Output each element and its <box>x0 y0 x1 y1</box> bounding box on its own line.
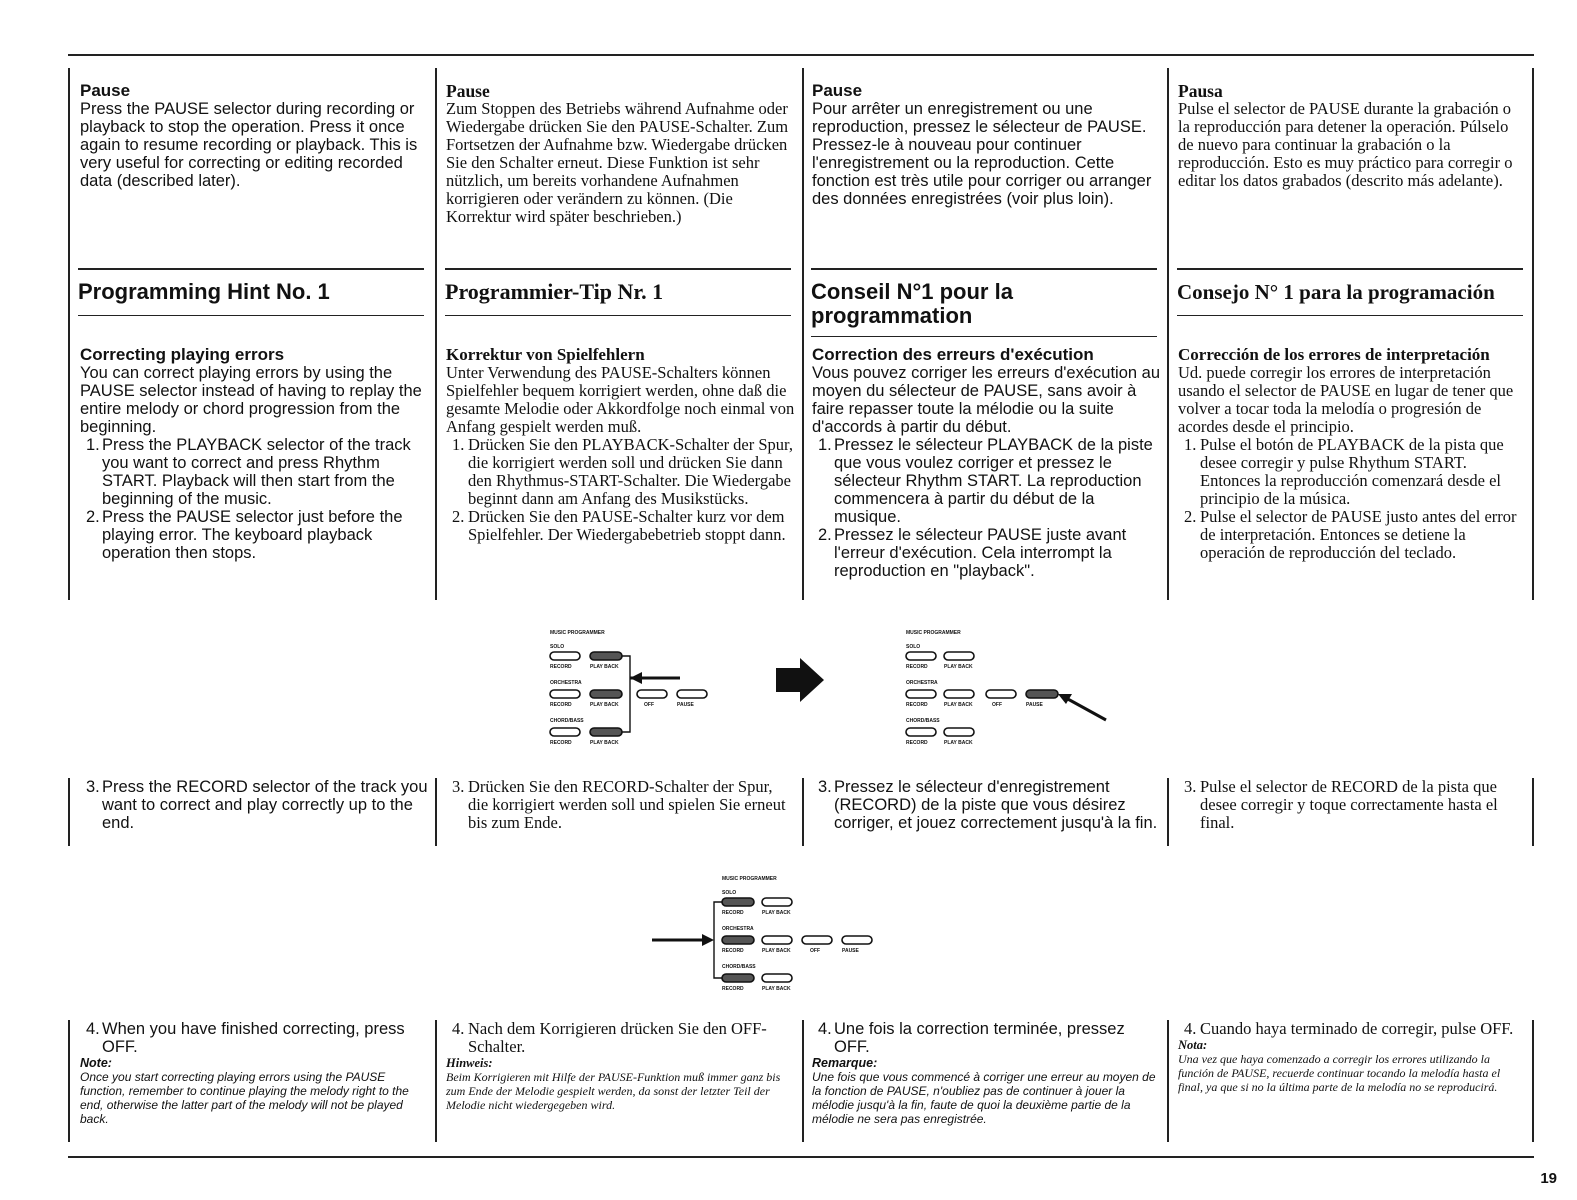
svg-text:OFF: OFF <box>644 702 654 708</box>
svg-text:RECORD: RECORD <box>550 702 572 708</box>
step-2: 2. Pressez le sélecteur PAUSE juste avant l'erreur d'exécution. Cela interrompt la reproduction en "playback". <box>818 526 1127 580</box>
spanish-step3 <box>1178 778 1526 832</box>
col-divider <box>1532 778 1534 846</box>
step-1: 1. Press the PLAYBACK selector of the track you want to correct and press Rhythm START. Playback will then start from the beginning of the music. <box>86 436 411 508</box>
bottom-rule <box>68 1156 1534 1158</box>
pause-heading: Pausa <box>1178 81 1223 101</box>
svg-text:PAUSE: PAUSE <box>677 702 694 708</box>
svg-text:MUSIC PROGRAMMER: MUSIC PROGRAMMER <box>722 876 777 882</box>
step-1: 1. Pressez le sélecteur PLAYBACK de la piste que vous voulez corriger et pressez le sélecteur Rhythm START. La reproduction commencera à partir du début de la musique. <box>818 436 1153 526</box>
pause-text: Zum Stoppen des Betriebs während Aufnahme oder Wiedergabe drücken Sie den PAUSE-Schalter. Zum Fortsetzen der Aufnahme bzw. Wiedergabe drücken Sie den Schalter erneut. Diese Funktion ist sehr nützlich, um bereits vorhandene Aufnahmen korrigieren oder verändern zu können. (Die Korrektur wird später beschrieben.) <box>446 99 789 226</box>
step-4: 4. Nach dem Korrigieren drücken Sie den OFF-Schalter. <box>452 1019 767 1056</box>
svg-text:ORCHESTRA: ORCHESTRA <box>906 680 938 686</box>
svg-text:ORCHESTRA: ORCHESTRA <box>550 680 582 686</box>
correcting-heading: Correction des erreurs d'exécution <box>812 345 1094 364</box>
col-divider <box>802 778 804 846</box>
col-divider <box>802 1020 804 1142</box>
step-3: 3. Pulse el selector de RECORD de la pista que desee corregir y toque correctamente hasta el final. <box>1184 777 1498 832</box>
note-text: Une fois que vous commencé à corriger une erreur au moyen de la fonction de PAUSE, n'oubliez pas de continuer à jouer la mélodie jusqu'à la fin, faute de quoi la deuxième partie de la mélodie ne sera pas enregistrée. <box>812 1070 1156 1126</box>
german-correcting <box>446 346 796 544</box>
col-divider <box>435 1020 437 1142</box>
pause-text: Press the PAUSE selector during recording or playback to stop the operation. Press it once again to resume recording or playback. This is very useful for correcting or editing recorded data (described later). <box>80 100 418 190</box>
svg-text:PLAY BACK: PLAY BACK <box>944 702 973 708</box>
note-heading: Hinweis: <box>446 1056 493 1070</box>
correcting-heading: Korrektur von Spielfehlern <box>446 345 645 364</box>
hint-title: Conseil N°1 pour la programmation <box>811 279 1013 328</box>
svg-text:RECORD: RECORD <box>722 910 744 916</box>
svg-text:PLAY BACK: PLAY BACK <box>590 664 619 670</box>
spanish-correcting <box>1178 346 1528 562</box>
col-divider <box>1532 68 1534 600</box>
german-step4 <box>446 1020 796 1112</box>
correcting-intro: You can correct playing errors by using the PAUSE selector instead of having to replay the entire melody or chord progression from the beginning. <box>80 364 422 436</box>
note-heading: Nota: <box>1178 1038 1208 1052</box>
svg-text:RECORD: RECORD <box>906 702 928 708</box>
step-3: 3. Press the RECORD selector of the track you want to correct and play correctly up to the end. <box>86 778 428 832</box>
col-divider <box>1167 1020 1169 1142</box>
svg-text:SOLO: SOLO <box>906 644 921 650</box>
pause-heading: Pause <box>80 81 131 100</box>
svg-text:CHORD/BASS: CHORD/BASS <box>722 964 756 970</box>
french-column <box>812 82 1160 208</box>
hint-title: Programming Hint No. 1 <box>78 279 330 304</box>
correcting-intro: Unter Verwendung des PAUSE-Schalters können Spielfehler bequem korrigiert werden, ohne daß die gesamte Melodie oder Akkordfolge noch einmal von Anfang gespielt werden muß. <box>446 363 795 436</box>
svg-text:RECORD: RECORD <box>906 664 928 670</box>
spanish-hint-box <box>1177 268 1523 316</box>
svg-text:RECORD: RECORD <box>722 986 744 992</box>
pause-text: Pour arrêter un enregistrement ou une reproduction, pressez le sélecteur de PAUSE. Pressez-le à nouveau pour continuer l'enregistrement ou la reproduction. Cette fonction est très utile pour corriger ou arranger des données enregistrées (voir plus loin). <box>812 100 1152 208</box>
correcting-intro: Ud. puede corregir los errores de interpretación usando el selector de PAUSE en lugar de tener que volver a tocar toda la melodía o progresión de acordes desde el principio. <box>1178 363 1514 436</box>
step-4: 4. When you have finished correcting, press OFF. <box>86 1020 405 1056</box>
hint-title: Consejo N° 1 para la programación <box>1177 280 1495 304</box>
correcting-intro: Vous pouvez corriger les erreurs d'exécution au moyen du sélecteur de PAUSE, sans avoir à faire repasser toute la mélodie ou la suite d'accords à partir du début. <box>812 364 1161 436</box>
svg-text:PAUSE: PAUSE <box>842 948 859 954</box>
col-divider <box>435 68 437 600</box>
step-3: 3. Drücken Sie den RECORD-Schalter der Spur, die korrigiert werden soll und spielen Sie erneut bis zum Ende. <box>452 777 786 832</box>
col-divider <box>68 1020 70 1142</box>
svg-text:PLAY BACK: PLAY BACK <box>590 702 619 708</box>
svg-text:RECORD: RECORD <box>550 740 572 746</box>
step-4: 4. Cuando haya terminado de corregir, pulse OFF. <box>1184 1019 1514 1038</box>
col-divider <box>802 68 804 600</box>
col-divider <box>1167 68 1169 600</box>
step-3: 3. Pressez le sélecteur d'enregistrement (RECORD) de la piste que vous désirez corriger, et jouez correctement jusqu'à la fin. <box>818 778 1158 832</box>
note-text: Beim Korrigieren mit Hilfe der PAUSE-Funktion muß immer ganz bis zum Ende der Melodie gespielt werden, da sonst der letzter Teil der Melodie nicht wiedergegeben wird. <box>446 1070 781 1112</box>
step-2: 2. Drücken Sie den PAUSE-Schalter kurz vor dem Spielfehler. Der Wiedergabebetrieb stoppt dann. <box>452 507 786 544</box>
correcting-heading: Correcting playing errors <box>80 345 285 364</box>
svg-text:PLAY BACK: PLAY BACK <box>762 986 791 992</box>
col-divider <box>68 778 70 846</box>
spanish-step4 <box>1178 1020 1526 1094</box>
step-2: 2. Pulse el selector de PAUSE justo antes del error de interpretación. Entonces se detiene la operación de reproducción del teclado. <box>1184 507 1517 562</box>
svg-text:PLAY BACK: PLAY BACK <box>944 740 973 746</box>
french-step4 <box>812 1020 1160 1126</box>
diagram-playback <box>540 624 720 752</box>
svg-text:SOLO: SOLO <box>722 890 737 896</box>
german-step3 <box>446 778 796 832</box>
col-divider <box>435 778 437 846</box>
english-hint-box <box>78 268 424 316</box>
svg-text:MUSIC PROGRAMMER: MUSIC PROGRAMMER <box>906 630 961 636</box>
col-divider <box>1167 778 1169 846</box>
step-1: 1. Pulse el botón de PLAYBACK de la pista que desee corregir y pulse Rhythum START. Entonces la reproducción comenzará desde el principio de la música. <box>1184 435 1504 508</box>
english-correcting <box>80 346 432 562</box>
step-1: 1. Drücken Sie den PLAYBACK-Schalter der Spur, die korrigiert werden soll und drücken Sie dann den Rhythmus-START-Schalter. Die Wiedergabe beginnt dann am Anfang des Musikstücks. <box>452 435 794 508</box>
step-4: 4. Une fois la correction terminée, pressez OFF. <box>818 1020 1125 1056</box>
spanish-column <box>1178 82 1526 190</box>
note-text: Una vez que haya comenzado a corregir los errores utilizando la función de PAUSE, recuerde continuar tocando la melodía hasta el final, ya que si no la última parte de la melodía no se reproducirá. <box>1178 1052 1501 1094</box>
svg-text:CHORD/BASS: CHORD/BASS <box>906 718 940 724</box>
svg-text:ORCHESTRA: ORCHESTRA <box>722 926 754 932</box>
german-column <box>446 82 796 226</box>
german-hint-box <box>445 268 791 316</box>
svg-text:PLAY BACK: PLAY BACK <box>762 948 791 954</box>
col-divider <box>1532 1020 1534 1142</box>
step-2: 2. Press the PAUSE selector just before the playing error. The keyboard playback operation then stops. <box>86 508 403 562</box>
col-divider <box>68 68 70 600</box>
french-correcting <box>812 346 1162 580</box>
hint-title: Programmier-Tip Nr. 1 <box>445 279 664 304</box>
svg-text:RECORD: RECORD <box>722 948 744 954</box>
correcting-heading: Corrección de los errores de interpretación <box>1178 345 1490 364</box>
page-number: 19 <box>1540 1170 1557 1187</box>
pause-heading: Pause <box>812 81 863 100</box>
pause-heading: Pause <box>446 81 490 101</box>
svg-text:SOLO: SOLO <box>550 644 565 650</box>
top-rule <box>68 54 1534 56</box>
svg-text:PLAY BACK: PLAY BACK <box>590 740 619 746</box>
pause-text: Pulse el selector de PAUSE durante la grabación o la reproducción para detener la operación. Púlselo de nuevo para continuar la grabación o la reproducción. Esto es muy práctico para corregir o editar los datos grabados (descrito más adelante). <box>1178 99 1513 190</box>
svg-text:RECORD: RECORD <box>550 664 572 670</box>
svg-text:CHORD/BASS: CHORD/BASS <box>550 718 584 724</box>
svg-text:RECORD: RECORD <box>906 740 928 746</box>
svg-text:PLAY BACK: PLAY BACK <box>762 910 791 916</box>
english-column <box>80 82 430 190</box>
svg-text:OFF: OFF <box>992 702 1002 708</box>
svg-text:OFF: OFF <box>810 948 820 954</box>
svg-text:PLAY BACK: PLAY BACK <box>944 664 973 670</box>
panel-title: MUSIC PROGRAMMER <box>550 630 605 636</box>
note-text: Once you start correcting playing errors using the PAUSE function, remember to continue playing the melody right to the end, otherwise the latter part of the melody will not be played back. <box>80 1070 409 1126</box>
note-heading: Note: <box>80 1056 112 1070</box>
diagram-record <box>650 870 890 998</box>
big-arrow-icon <box>776 658 826 702</box>
svg-text:PAUSE: PAUSE <box>1026 702 1043 708</box>
english-step4 <box>80 1020 430 1126</box>
french-hint-box <box>811 268 1157 337</box>
note-heading: Remarque: <box>812 1056 878 1070</box>
arrow-icon <box>702 934 714 946</box>
french-step3 <box>812 778 1160 832</box>
diagram-pause <box>896 624 1116 752</box>
arrow-icon <box>630 672 642 684</box>
english-step3 <box>80 778 430 832</box>
